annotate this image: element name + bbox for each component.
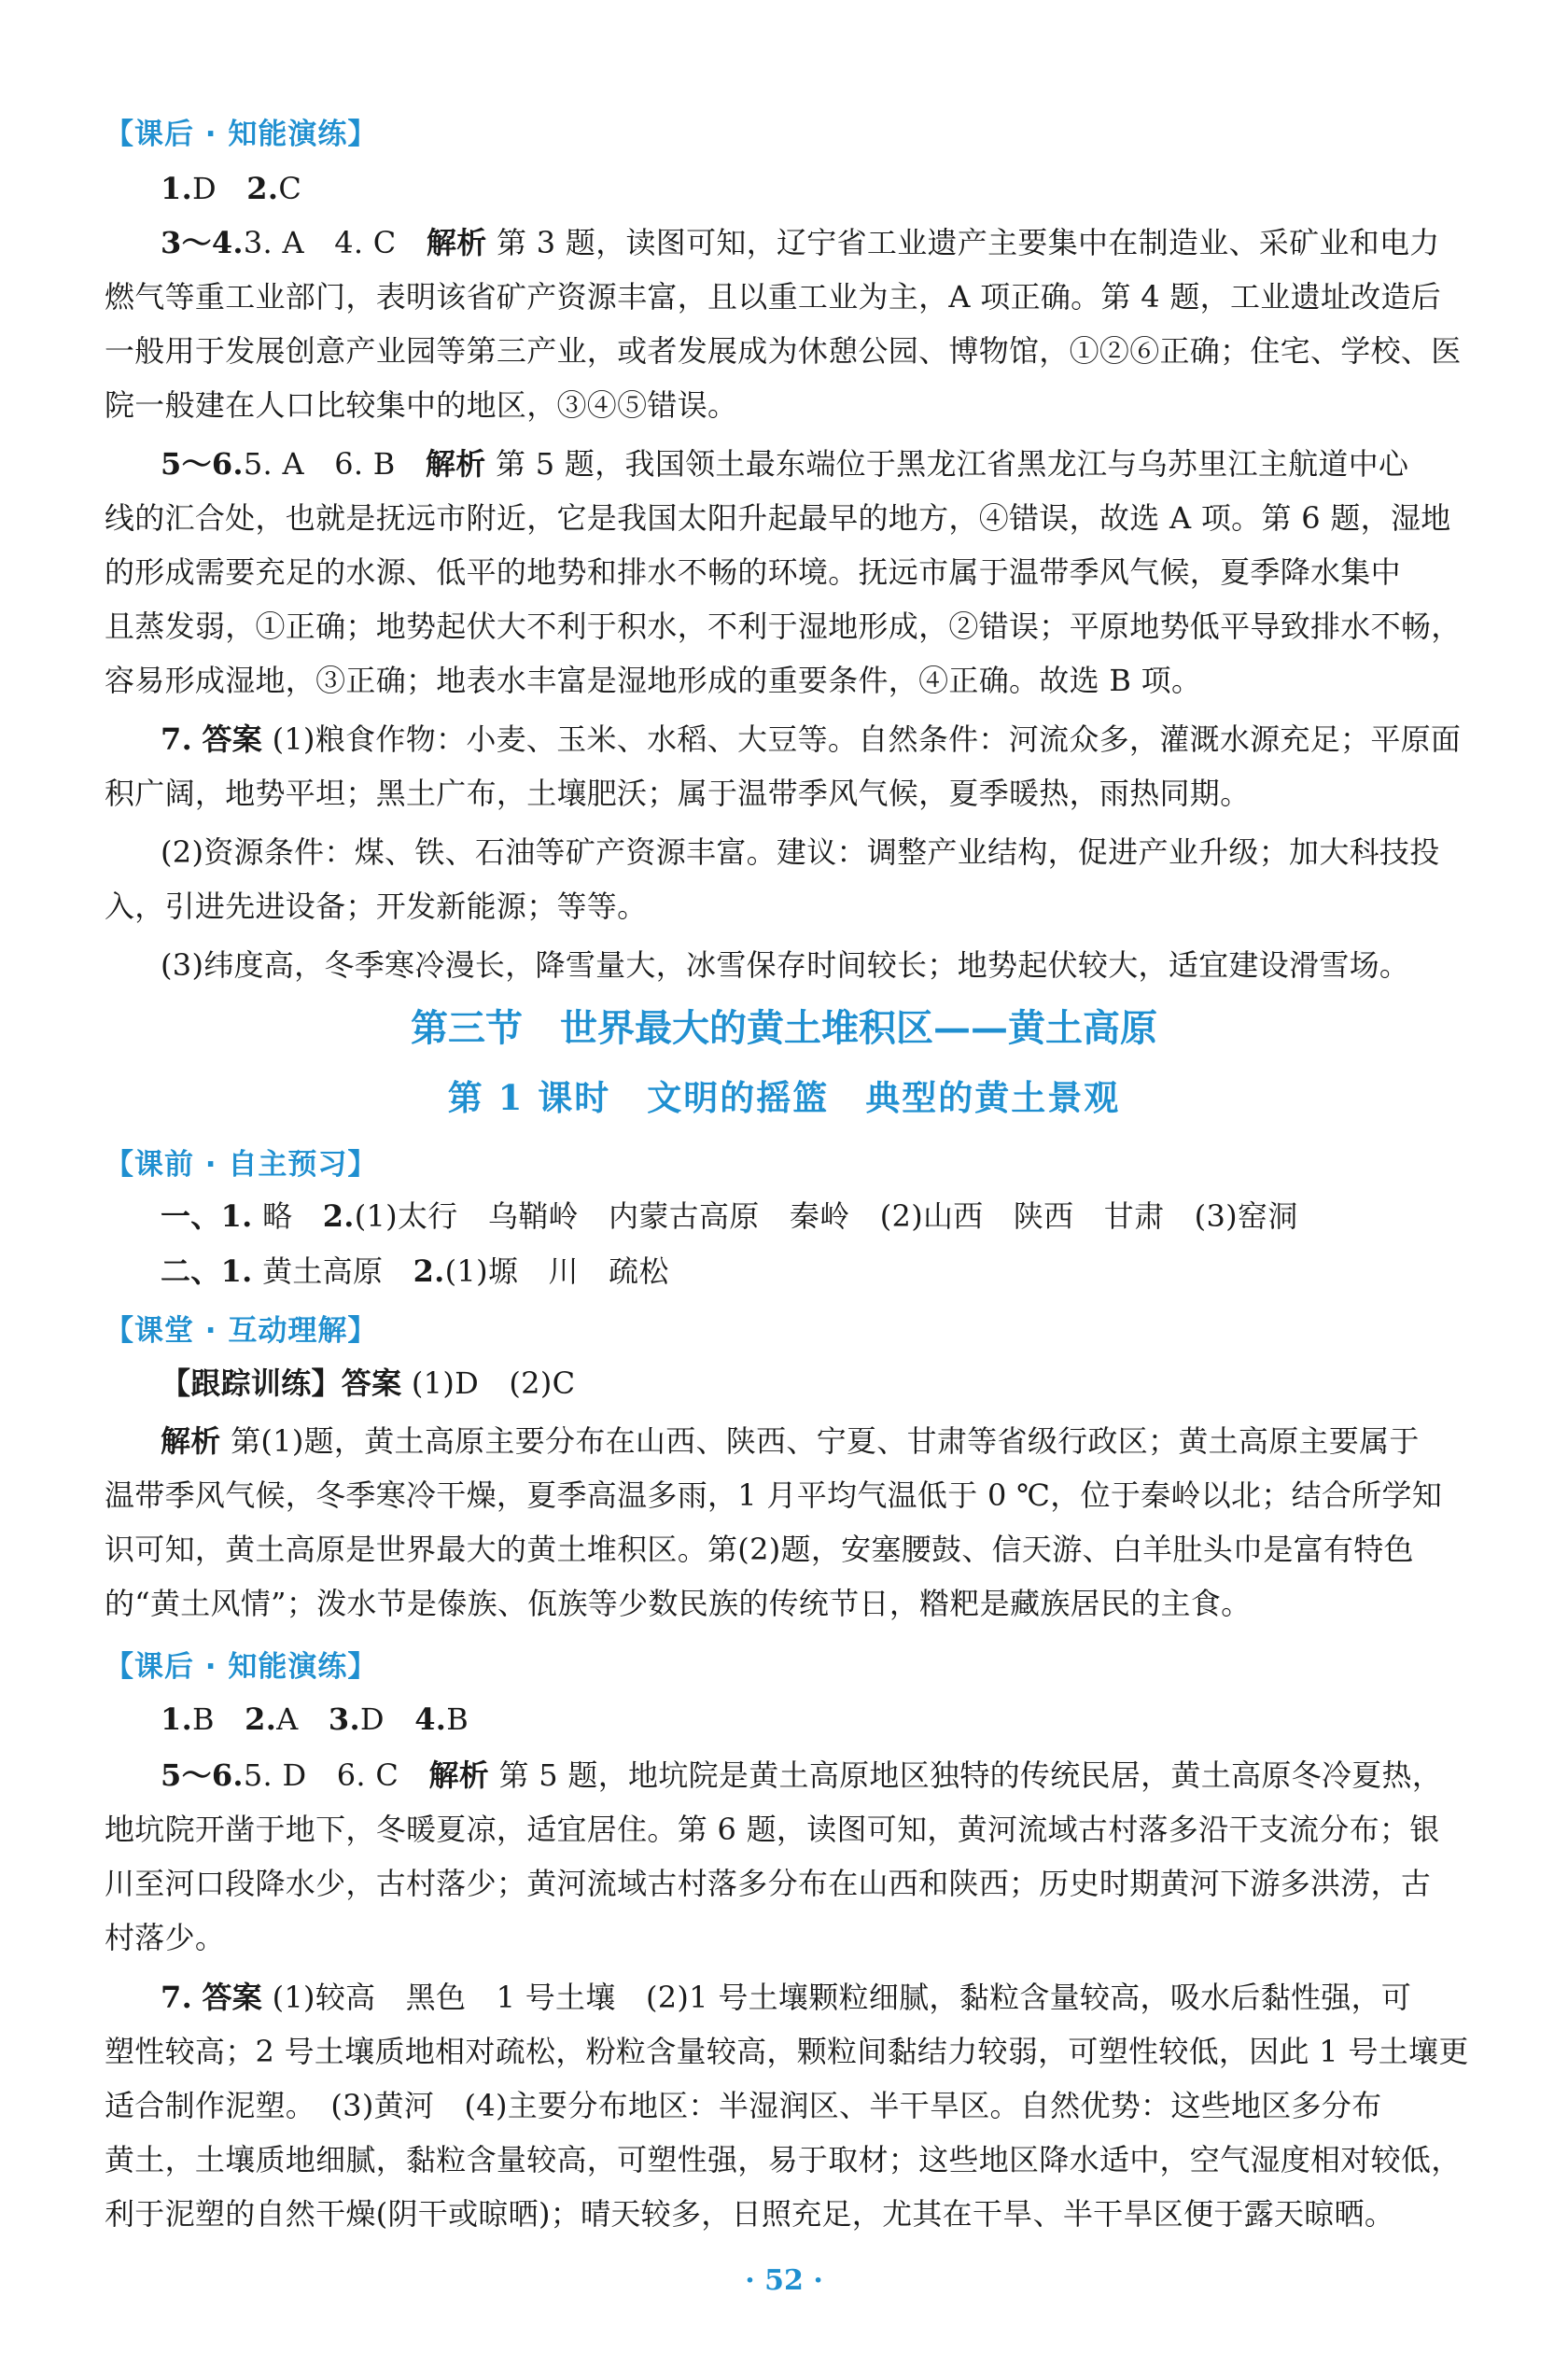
answer-line: 黄土，土壤质地细腻，黏粒含量较高，可塑性强，易于取材；这些地区降水适中，空气湿度相对较低，: [105, 2142, 1462, 2177]
answer-line-1-2: 1.D 2.C: [161, 171, 302, 206]
pre-answer-line-2: 二、1. 黄土高原 2.(1)塬 川 疏松: [161, 1253, 669, 1289]
explanation-line: 容易形成湿地，③正确；地表水丰富是湿地形成的重要条件，④正确。故选 B 项。: [105, 663, 1202, 698]
explanation-line: 地坑院开凿于地下，冬暖夏凉，适宜居住。第 6 题，读图可知，黄河流域古村落多沿干支流分布；银: [105, 1812, 1440, 1847]
lesson-title: 第 1 课时 文明的摇篮 典型的黄土景观: [447, 1077, 1121, 1118]
explanation-line: 一般用于发展创意产业园等第三产业，或者发展成为休憩公园、博物馆，①②⑥正确；住宅、学校、医: [105, 333, 1462, 369]
explanation-line: 燃气等重工业部门，表明该省矿产资源丰富，且以重工业为主，A 项正确。第 4 题，工业遗址改造后: [105, 279, 1442, 315]
answer-line: (2)资源条件：煤、铁、石油等矿产资源丰富。建议：调整产业结构，促进产业升级；加大科技投: [161, 834, 1440, 870]
explanation-line: 的形成需要充足的水源、低平的地势和排水不畅的环境。抚远市属于温带季风气候，夏季降水集中: [105, 554, 1401, 590]
answer-line: 塑性较高；2 号土壤质地相对疏松，粉粒含量较高，颗粒间黏结力较弱，可塑性较低，因此 1 号土壤更: [105, 2034, 1469, 2069]
explanation-line: 的“黄土风情”；泼水节是傣族、佤族等少数民族的传统节日，糌粑是藏族居民的主食。: [105, 1586, 1252, 1621]
explanation-line: 线的汇合处，也就是抚远市附近，它是我国太阳升起最早的地方，④错误，故选 A 项。第 6 题，湿地: [105, 500, 1451, 536]
answer-line: 适合制作泥塑。 (3)黄河 (4)主要分布地区：半湿润区、半干旱区。自然优势：这些地区多分布: [105, 2088, 1382, 2123]
answer-line: (3)纬度高，冬季寒冷漫长，降雪量大，冰雪保存时间较长；地势起伏较大，适宜建设滑雪场。: [161, 947, 1410, 983]
section-tag-after-class: 【课后 · 知能演练】: [105, 118, 378, 151]
answer-line-3-4: 3～4.3. A 4. C 解析 第 3 题，读图可知，辽宁省工业遗产主要集中在制造业、采矿业和电力: [161, 225, 1440, 260]
section-tag-pre-class: 【课前 · 自主预习】: [105, 1148, 378, 1182]
answer-line-5-6: 5～6.5. A 6. B 解析 第 5 题，我国领土最东端位于黑龙江省黑龙江与乌苏里江主航道中心: [161, 446, 1409, 482]
answer-line: 利于泥塑的自然干燥(阴干或晾晒)；晴天较多，日照充足，尤其在干旱、半干旱区便于露天晾晒。: [105, 2196, 1395, 2232]
answer-line-5-6: 5～6.5. D 6. C 解析 第 5 题，地坑院是黄土高原地区独特的传统民居，黄土高原冬冷夏热，: [161, 1757, 1443, 1793]
answer-line: 积广阔，地势平坦；黑土广布，土壤肥沃；属于温带季风气候，夏季暖热，雨热同期。: [105, 776, 1251, 811]
page-number: · 52 ·: [745, 2264, 823, 2297]
explanation-line: 温带季风气候，冬季寒冷干燥，夏季高温多雨，1 月平均气温低于 0 ℃，位于秦岭以北；结合所学知: [105, 1477, 1443, 1513]
pre-answer-line-1: 一、1. 略 2.(1)太行 乌鞘岭 内蒙古高原 秦岭 (2)山西 陕西 甘肃 (3)窑洞: [161, 1198, 1298, 1234]
answer-line-1-4: 1.B 2.A 3.D 4.B: [161, 1701, 469, 1737]
explanation-line: 村落少。: [105, 1920, 226, 1955]
explanation-line: 且蒸发弱，①正确；地势起伏大不利于积水，不利于湿地形成，②错误；平原地势低平导致排水不畅，: [105, 609, 1462, 644]
track-answer-line: 【跟踪训练】答案 (1)D (2)C: [161, 1365, 576, 1401]
section-title: 第三节 世界最大的黄土堆积区——黄土高原: [411, 1006, 1157, 1050]
answer-line-7: 7. 答案 (1)粮食作物：小麦、玉米、水稻、大豆等。自然条件：河流众多，灌溉水源充足；平原面: [161, 721, 1462, 757]
explanation-line: 院一般建在人口比较集中的地区，③④⑤错误。: [105, 387, 738, 423]
explanation-line: 川至河口段降水少，古村落少；黄河流域古村落多分布在山西和陕西；历史时期黄河下游多洪涝，古: [105, 1866, 1432, 1901]
section-tag-in-class: 【课堂 · 互动理解】: [105, 1314, 378, 1348]
answer-line-7: 7. 答案 (1)较高 黑色 1 号土壤 (2)1 号土壤颗粒细腻，黏粒含量较高，吸水后黏性强，可: [161, 1980, 1412, 2015]
answer-line: 入，引进先进设备；开发新能源；等等。: [105, 889, 648, 924]
explanation-line: 解析 第(1)题，黄土高原主要分布在山西、陕西、宁夏、甘肃等省级行政区；黄土高原主要属于: [161, 1423, 1420, 1459]
explanation-line: 识可知，黄土高原是世界最大的黄土堆积区。第(2)题，安塞腰鼓、信天游、白羊肚头巾是富有特色: [105, 1532, 1414, 1567]
section-tag-after-class: 【课后 · 知能演练】: [105, 1650, 378, 1684]
